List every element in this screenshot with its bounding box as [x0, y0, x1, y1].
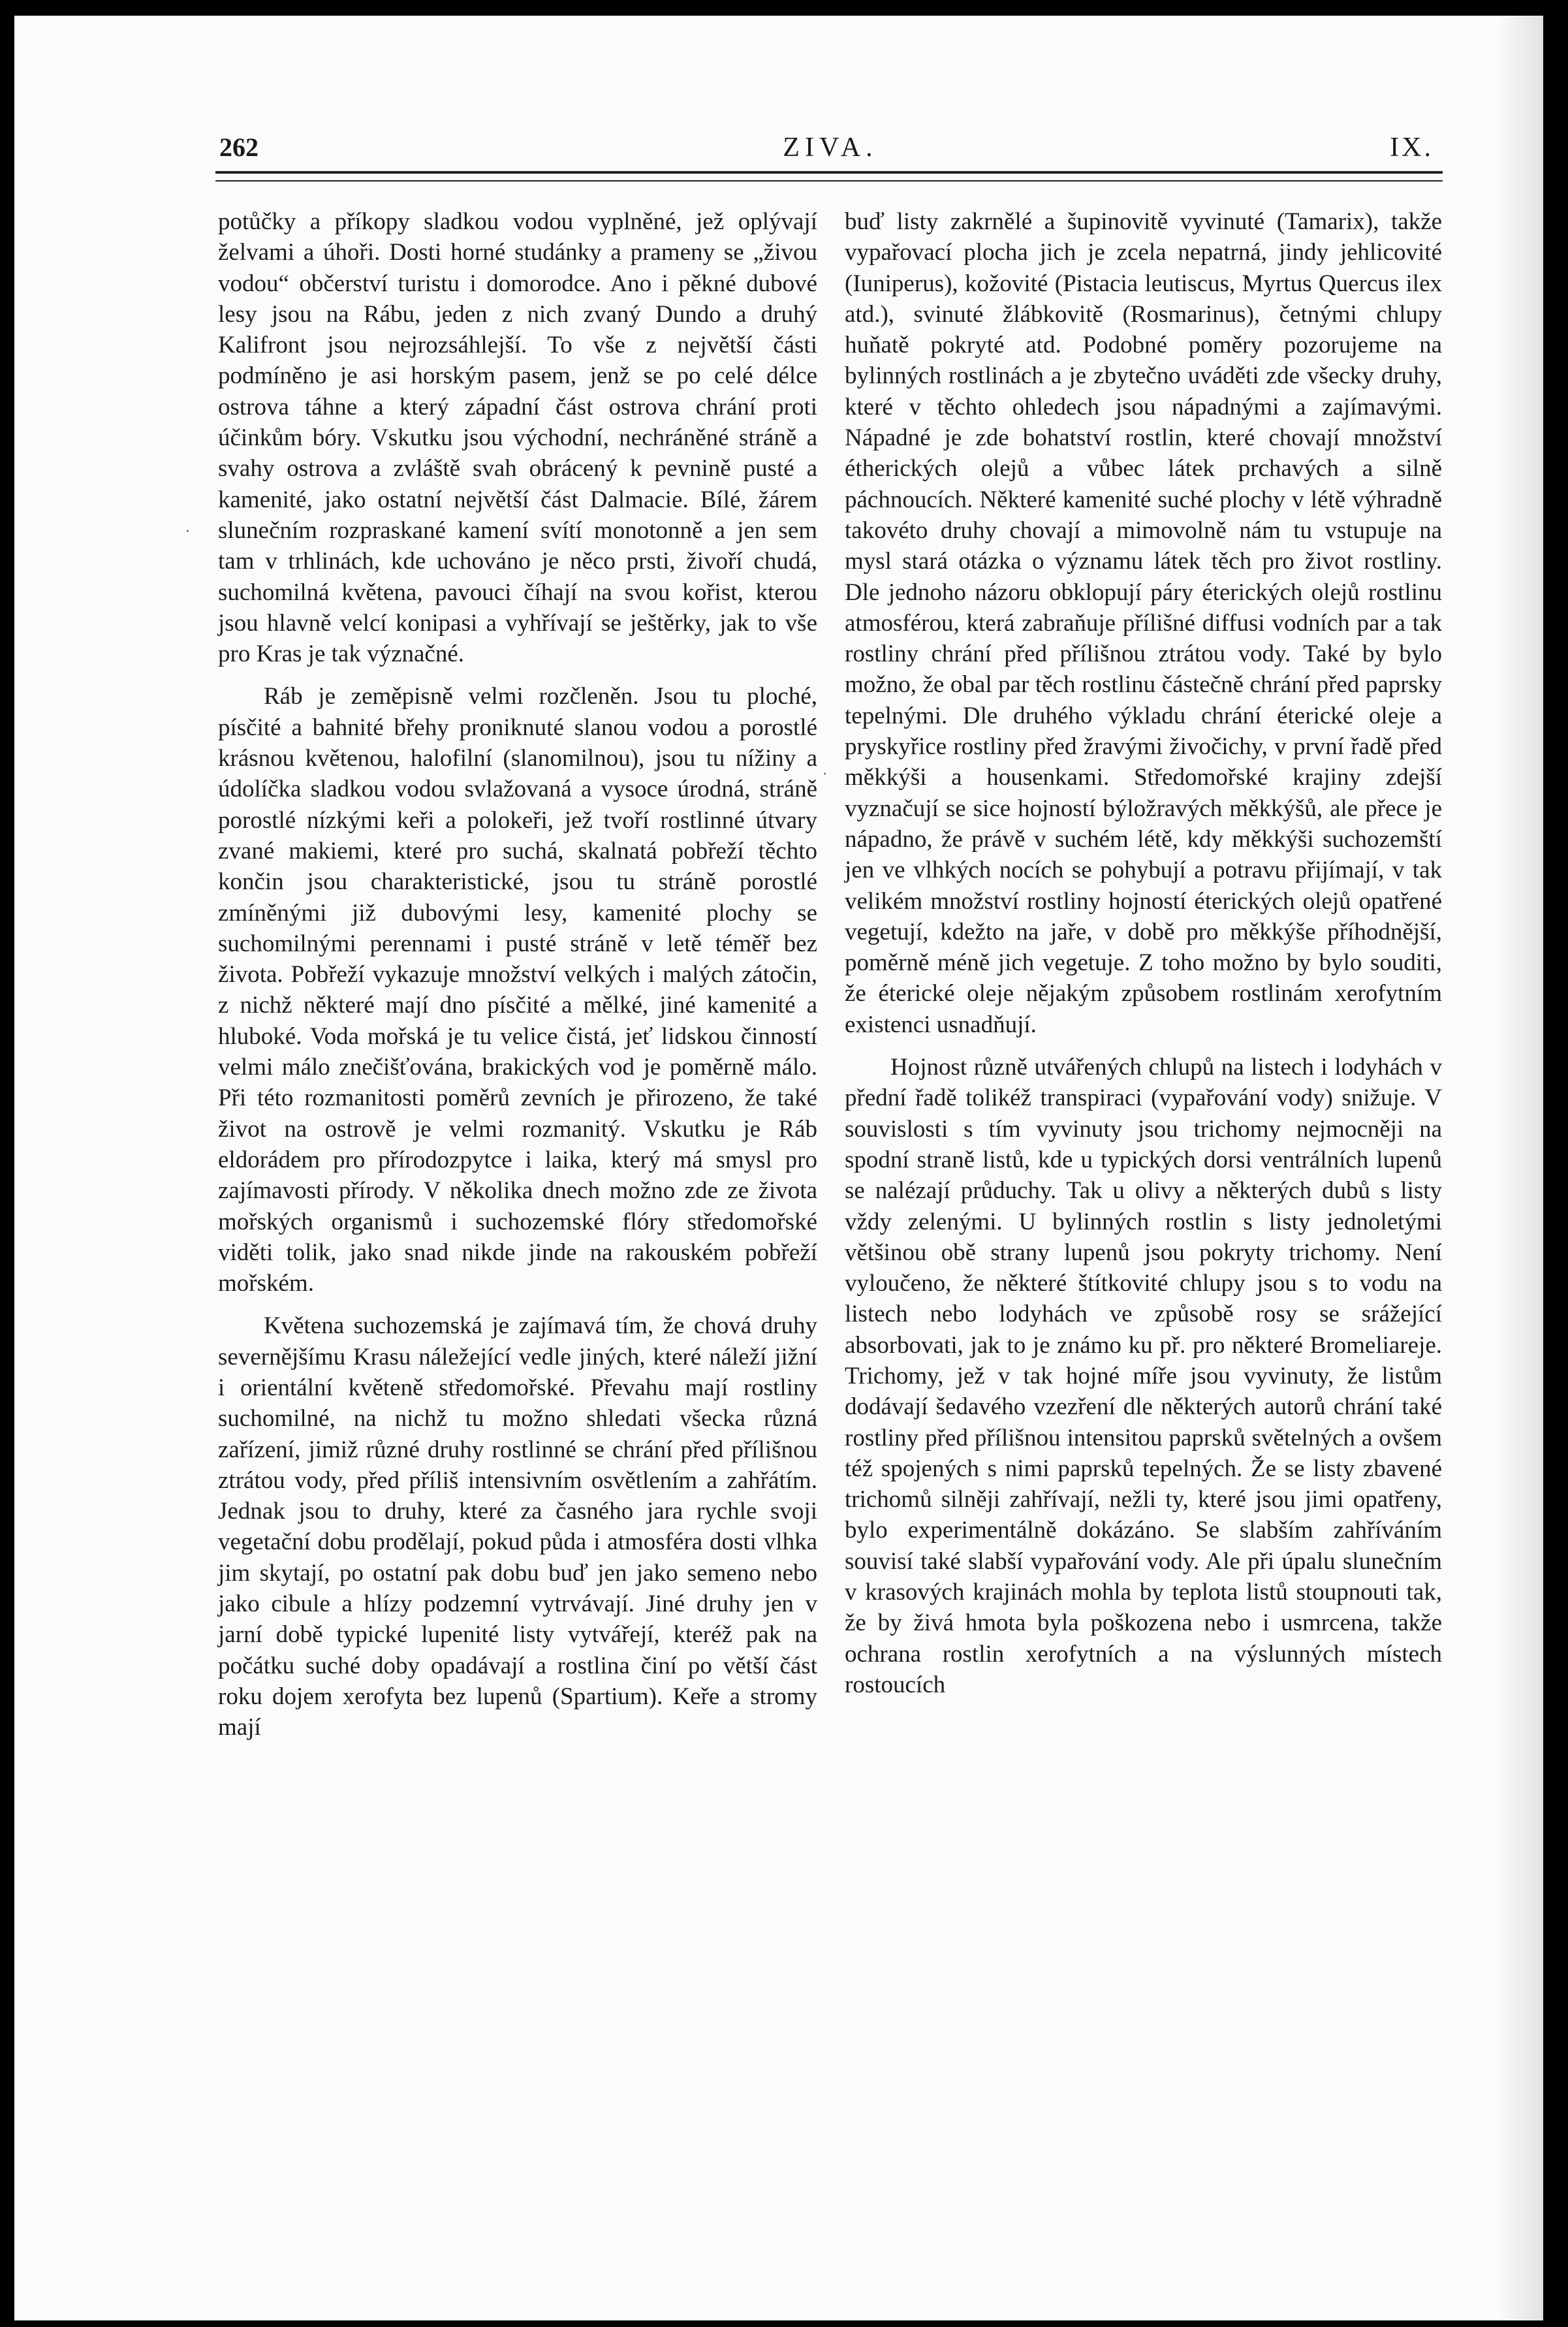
- volume-number: IX.: [1390, 133, 1434, 163]
- paragraph: Ráb je zeměpisně velmi rozčleněn. Jsou tu ploché, písčité a bahnité břehy proniknuté slanou vodou a porostlé krásnou květenou, halofilní (slanomilnou), jsou tu nížiny a údolíčka sladkou vodou svlažovaná a vysoce úrodná, stráně porostlé nízkými keři a polokeři, jež tvoří rostlinné útvary zvané makiemi, které pro suchá, skalnatá pobřeží těchto končin jsou charakteristické, jsou tu stráně porostlé zmíněnými již dubovými lesy, kamenité plochy se suchomilnými perennami i pusté stráně v letě téměř bez života. Pobřeží vykazuje množství velkých i malých zátočin, z nichž některé mají dno písčité a mělké, jiné kamenité a hluboké. Voda mořská je tu velice čistá, jeť lidskou činností velmi málo znečišťována, brakických vod je poměrně málo. Při této rozmanitosti poměrů zevních je přirozeno, že také život na ostrově je velmi rozmanitý. Vskutku je Ráb eldorádem pro přírodozpytce i laika, který má smysl pro zajímavosti přírody. V několika dnech možno zde ze života mořských organismů i suchozemské flóry středomořské viděti tolik, jako snad nikde jinde na rakouském pobřeží mořském.: [218, 683, 817, 1297]
- margin-speck: ·: [185, 524, 190, 540]
- left-column: [218, 206, 817, 1743]
- paragraph: potůčky a příkopy sladkou vodou vyplněné, jež oplývají želvami a úhoři. Dosti horné studánky a prameny se „živou vodou“ občerství turistu i domorodce. Ano i pěkné dubové lesy jsou na Rábu, jeden z nich zvaný Dundo a druhý Kalifront jsou nejrozsáhlejší. To vše z největší části podmíněno je asi horským pasem, jenž se po celé délce ostrova táhne a který západní část ostrova chrání proti účinkům bóry. Vskutku jsou východní, nechráněné stráně a svahy ostrova a zvláště svah obrácený k pevnině pusté a kamenité, jako ostatní největší část Dalmacie. Bílé, žárem slunečním rozpraskané kamení svítí monotonně a jen sem tam v trhlinách, kde uchováno je něco prsti, živoří chudá, suchomilná květena, pavouci číhají na svou kořist, kterou jsou hlavně velcí konipasi a vyhřívají se ještěrky, jak to vše pro Kras je tak význačné.: [218, 208, 817, 668]
- paragraph: Květena suchozemská je zajímavá tím, že chová druhy severnějšímu Krasu náležející vedle jiných, které náleží jižní i orientální květeně středomořské. Převahu mají rostliny suchomilné, na nichž tu možno shledati všecka různá zařízení, jimiž různé druhy rostlinné se chrání před přílišnou ztrátou vody, před příliš intensivním osvětlením a zahřátím. Jednak jsou to druhy, které za časného jara rychle svoji vegetační dobu prodělají, pokud půda i atmosféra dosti vlhka jim skytají, po ostatní pak dobu buď jen jako semeno nebo jako cibule a hlízy podzemní vytrvávají. Jiné druhy jen v jarní době typické lupenité listy vytvářejí, kteréž pak na počátku suché doby opadávají a rostlina činí po větší část roku dojem xerofyta bez lupenů (Spartium). Keře a stromy mají: [218, 1312, 817, 1741]
- page-number: 262: [219, 133, 259, 162]
- right-column: [845, 206, 1442, 1700]
- paragraph: buď listy zakrnělé a šupinovitě vyvinuté (Tamarix), takže vypařovací plocha jich je zcela nepatrná, jindy jehlicovité (Iuniperus), kožovité (Pistacia leutiscus, Myrtus Quercus ilex atd.), svinuté žlábkovitě (Rosmarinus), četnými chlupy huňatě pokryté atd. Podobné poměry pozorujeme na bylinných rostlinách a je zbytečno uváděti zde všecky druhy, které v těchto ohledech jsou nápadnými a zajímavými. Nápadné je zde bohatství rostlin, které chovají množství étherických olejů a vůbec látek prchavých a silně páchnoucích. Některé kamenité suché plochy v létě výhradně takovéto druhy chovají a mimovolně nám tu vstupuje na mysl stará otázka o významu látek těch pro život rostliny. Dle jednoho názoru obklopují páry éterických olejů rostlinu atmosférou, která zabraňuje přílišné diffusi vodních par a tak rostliny chrání před přílišnou ztrátou vody. Také by bylo možno, že obal par těch rostlinu částečně chrání před paprsky tepelnými. Dle druhého výkladu chrání éterické oleje a pryskyřice rostliny před žravými živočichy, v první řadě před měkkýši a housenkami. Středomořské krajiny zdejší vyznačují se sice hojností býložravých měkkýšů, ale přece je nápadno, že právě v suchém létě, kdy měkkýši suchozemští jen ve vlhkých nocích se pohybují a potravu přijímají, v tak velikém množství rostliny hojností éterických olejů opatřené vegetují, kdežto na jaře, v době pro měkkýše příhodnější, poměrně méně jich vegetuje. Z toho možno by bylo souditi, že éterické oleje nějakým způsobem rostlinám xerofytním existenci usnadňují.: [845, 208, 1442, 1038]
- journal-title: ZIVA.: [783, 133, 878, 163]
- running-header: [219, 132, 1441, 171]
- margin-speck: ·: [823, 767, 827, 783]
- journal-page: [14, 16, 1543, 2320]
- paragraph: Hojnost různě utvářených chlupů na listech i lodyhách v přední řadě tolikéž transpiraci (vypařování vody) snižuje. V souvislosti s tím vyvinuty jsou trichomy nejmocněji na spodní straně listů, kde u typických dorsi ventrálních lupenů se nalézají průduchy. Tak u olivy a některých dubů s listy vždy zelenými. U bylinných rostlin s listy jednoletými většinou obě strany lupenů jsou pokryty trichomy. Není vyloučeno, že některé štítkovité chlupy jsou s to vodu na listech nebo lodyhách ve způsobě rosy se srážející absorbovati, jak to je známo ku př. pro některé Bromeliareje. Trichomy, jež v tak hojné míře jsou vyvinuty, že listům dodávají šedavého vzezření dle některých autorů chrání také rostliny před přílišnou intensitou paprsků světelných a ovšem též spojených s nimi paprsků tepelných. Že se listy zbavené trichomů silněji zahřívají, nežli ty, které jsou jimi opatřeny, bylo experimentálně dokázáno. Se slabším zahříváním souvisí také slabší vypařování vody. Ale při úpalu slunečním v krasových krajinách mohla by teplota listů stoupnouti tak, že by živá hmota byla poškozena nebo i usmrcena, takže ochrana rostlin xerofytních a na výslunných místech rostoucích: [845, 1054, 1442, 1698]
- header-rule: [215, 171, 1443, 182]
